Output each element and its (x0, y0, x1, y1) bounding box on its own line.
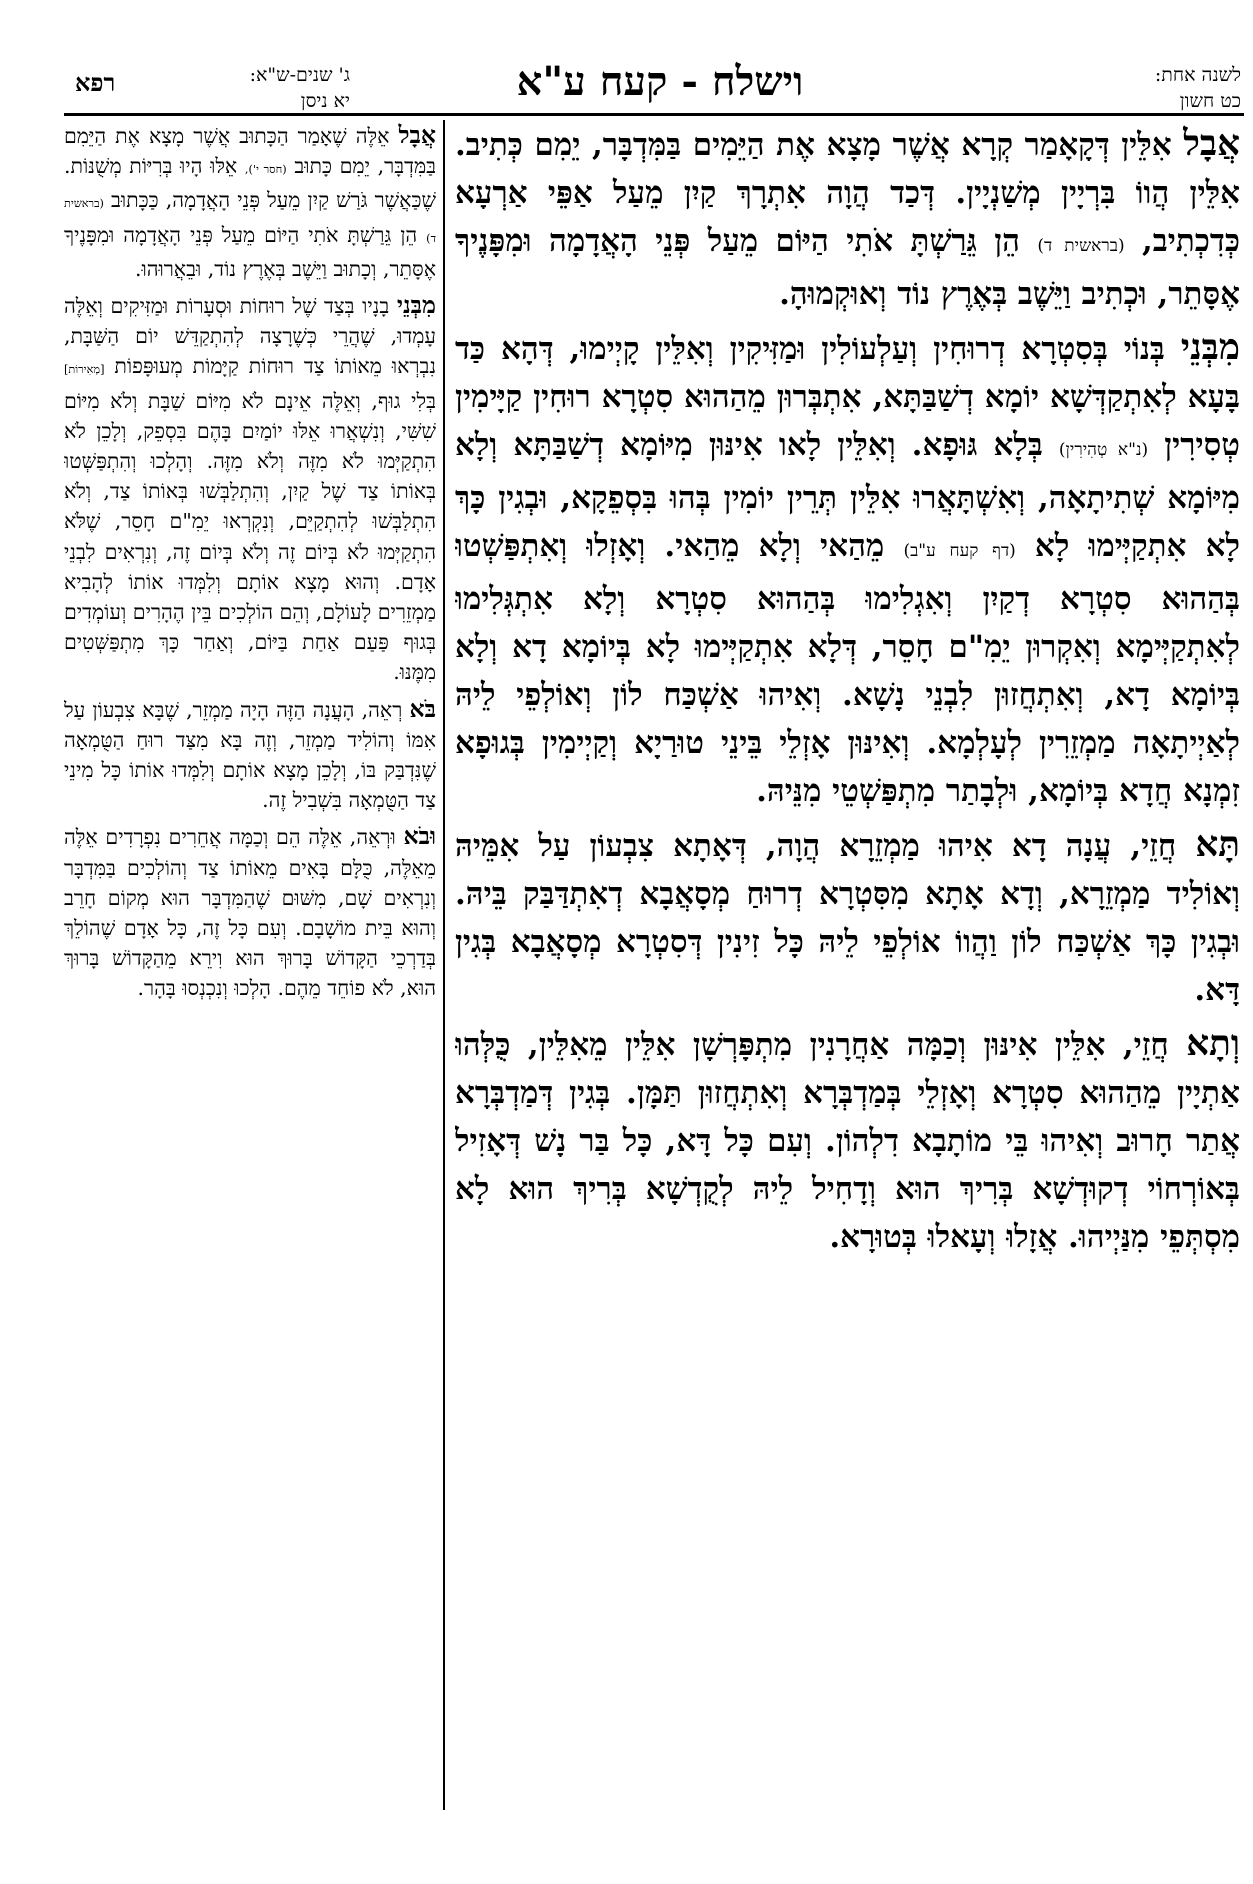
paragraph-text: חֲזֵי, אִלֵּין אִינּוּן וְכַמָּה אַחֲרָנִין מִתְפָּרְשָׁן אִלֵּין מֵאִלֵּין, כֻּלְּהוּ אַתְיָין מֵהַהוּא סִטְרָא וְאָזְלֵי בְּמַדְבְּרָא וְאִתְחֲזוּן תַּמָּן. בְּגִין דְּמַדְבְּרָא אֲתַר חָרוּב וְאִיהוּ בֵּי מוֹתָבָא דִלְהוֹן. וְעִם כָּל דָּא, כָּל בַּר נָשׁ דְּאָזִיל בְּאוֹרְחוֹי דְקוּדְשָׁא בְּרִיךְ הוּא וְדָחִיל לֵיהּ לְקֻדְשָׁא בְּרִיךְ הוּא לָא מִסְתְּפֵי מִנַּיְיהוּ. אֲזָלוּ וְעָאלוּ בְּטוּרָא. (455, 1027, 1240, 1255)
paragraph-opening-word: בֹּא (409, 694, 436, 723)
header-right-info (1061, 62, 1241, 114)
main-paragraph (455, 1020, 1240, 1261)
paragraph-opening-word: מִבְּנֵי (396, 291, 436, 320)
paragraph-opening-word: וּבֹא (403, 822, 436, 851)
page-reference: (דף קעח ע"ב) (903, 541, 1016, 561)
page-title: וישלח - קעח ע"א (516, 58, 804, 105)
paragraph-opening-word: תָּא (1195, 824, 1240, 865)
translation-column (64, 120, 436, 1820)
header-right-line1: לשנה אחת: (1154, 64, 1241, 86)
paragraph-text: וּרְאֵה, אֵלֶּה הֵם וְכַמָּה אֲחֵרִים נִפְרָדִים אֵלֶּה מֵאֵלֶּה, כֻּלָּם בָּאִים מֵאוֹתוֹ צַד וְהוֹלְכִים בַּמִּדְבָּר וְנִרְאִים שָׁם, מִשּׁוּם שֶׁהַמִּדְבָּר הוּא מְקוֹם חָרֵב וְהוּא בֵּית מוֹשָׁבָם. וְעִם כָּל זֶה, כָּל אָדָם שֶׁהוֹלֵךְ בְּדַרְכֵי הַקָּדוֹשׁ בָּרוּךְ הוּא וִירֵא מֵהַקָּדוֹשׁ בָּרוּךְ הוּא, לֹא פוֹחֵד מֵהֶם. הָלְכוּ וְנִכְנְסוּ בָּהָר. (64, 825, 436, 1001)
paragraph-text: בְּלִי גוּף, וְאֵלֶּה אֵינָם לֹא מִיּוֹם שַׁבָּת וְלֹא מִיּוֹם שִׁשִּׁי, וְנִשְׁאֲרוּ אֵלּוּ יוֹמַיִם בָּהֶם בִּסְפֵק, וְלָכֵן לֹא הִתְקַיְּמוּ לֹא מִזֶּה וְלֹא מִזֶּה. וְהָלְכוּ וְהִתְפַּשְּׁטוּ בְּאוֹתוֹ צַד שֶׁל קַיִן, וְהִתְלַבְּשׁוּ בְּאוֹתוֹ צַד, וְלֹא הִתְלַבְּשׁוּ לְהִתְקַיֵּם, וְנִקְרְאוּ יֵמִ"ם חָסֵר, שֶׁלֹּא הִתְקַיְּמוּ לֹא בְּיוֹם זֶה וְלֹא בְּיוֹם זֶה, וְנִרְאִים לִבְנֵי אָדָם. וְהוּא מָצָא אוֹתָם וְלִמְּדוּ אוֹתוֹ לְהָבִיא מַמְזֵרִים לָעוֹלָם, וְהֵם הוֹלְכִים בֵּין הֶהָרִים וְעוֹמְדִים בְּגוּף פַּעַם אַחַת בַּיּוֹם, וְאַחַר כָּךְ מִתְפַּשְּׁטִים מִמֶּנּוּ. (64, 388, 436, 685)
paragraph-text: הֵן גֵּרַשְׁתָּ אֹתִי הַיּוֹם מֵעַל פְּנֵי הָאֲדָמָה וּמִפָּנֶיךָ אֶסָּתֵר, וּכְתִיב וַיֵּשֶׁב בְּאֶרֶץ נוֹד וְאוּקְמוּהָ. (455, 223, 1240, 312)
paragraph-text: אֵלֶּה שֶׁאָמַר הַכָּתוּב אֲשֶׁר מָצָא אֶת הַיֵּמִם בַּמִּדְבָּר, יֵמִם כָּתוּב (64, 124, 436, 179)
header-right-line2: כט חשון (1179, 90, 1241, 112)
source-citation: (חסר י'), (244, 163, 287, 177)
variant-reading: [מְאִירוֹת] (64, 363, 105, 377)
header-left-line1: ג' שנים-ש"א: (249, 64, 350, 86)
paragraph-opening-word: וְתָא (1186, 1023, 1240, 1064)
column-divider (443, 120, 445, 1810)
translation-paragraph (64, 290, 436, 688)
paragraph-text: בְּלָא גּוּפָא. וְאִלֵּין לָאו אִינּוּן מִיּוֹמָא דְשַׁבַּתָּא וְלָא מִיּוֹמָא שְׁתִיתָאָה, וְאִשְׁתָּאֲרוּ אִלֵּין תְּרֵין יוֹמִין בְּהוּ בִּסְפֵקָא, וּבְגִין כָּךְ לָא אִתְקַיְּימוּ לָא (455, 427, 1240, 564)
main-paragraph (455, 821, 1240, 1014)
translation-paragraph (64, 120, 436, 284)
paragraph-text: אִלֵּין דְּקָאָמַר קְרָא אֲשֶׁר מָצָא אֶת הַיֵּמִים בַּמִּדְבָּר, יֵמִם כְּתִיב. אִלֵּין הֲווֹ בִּרְיָין מְשַׁנְיָין. דְּכַד הֲוָה אִתְרָךְ קַיִן מֵעַל אַפֵּי אַרְעָא כְּדִכְתִיב, (455, 127, 1240, 259)
page-number-label: רפא (75, 68, 116, 97)
translation-paragraph (64, 694, 436, 816)
main-paragraph (455, 324, 1240, 815)
main-text-column (455, 120, 1240, 1820)
paragraph-text: הֵן גֵּרַשְׁתָּ אֹתִי הַיּוֹם מֵעַל פְּנֵי הָאֲדָמָה וּמִפָּנֶיךָ אֶסָּתֵר, וְכָתוּב וַיֵּשֶׁב בְּאֶרֶץ נוֹד, וּבֵאֲרוּהוּ. (64, 222, 436, 281)
source-citation: (בראשית ד) (64, 197, 436, 245)
header-divider (64, 113, 1244, 116)
paragraph-opening-word: אֲבָל (398, 121, 436, 149)
source-citation: (נ"א טְהִירִין) (1058, 440, 1149, 460)
paragraph-opening-word: מִבְּנֵי (1180, 327, 1240, 368)
paragraph-text: בְּנוֹי בְּסִטְרָא דְרוּחִין וְעַלְעוֹלִין וּמַזִּיקִין וְאִלֵּין קָיְימוּ, דְּהָא כַּד בָּעָא לְאִתְקַדְּשָׁא יוֹמָא דְשַׁבַּתָּא, אִתְבְּרוּן מֵהַהוּא סִטְרָא רוּחִין קַיָּימִין טְסִירִין (455, 331, 1240, 463)
paragraph-text: רְאֵה, הָעֲנָה הַזֶּה הָיָה מַמְזֵר, שֶׁבָּא צִבְעוֹן עַל אִמּוֹ וְהוֹלִיד מַמְזֵר, וְזֶה בָּא מִצַּד רוּחַ הַטֻּמְאָה שֶׁנִּדְבַּק בּוֹ, וְלָכֵן מָצָא אוֹתָם וְלִמְּדוּ אוֹתוֹ כָּל מִינֵי צַד הַטֻּמְאָה בִּשְׁבִיל זֶה. (64, 697, 436, 813)
source-citation: (בראשית ד) (1037, 236, 1125, 256)
translation-paragraph (64, 821, 436, 1003)
header-left-info (150, 62, 350, 114)
paragraph-opening-word: אֲבָל (1183, 123, 1240, 164)
paragraph-text: בָנָיו בְּצַד שֶׁל רוּחוֹת וּסְעָרוֹת וּמַזִּיקִים וְאֵלֶּה עָמְדוּ, שֶׁהֲרֵי כְּשֶׁרָצָה לְהִתְקַדֵּשׁ יוֹם הַשַּׁבָּת, נִבְרְאוּ מֵאוֹתוֹ צַד רוּחוֹת קַיָּמוֹת מְעוּפָּפוֹת (64, 294, 436, 379)
main-paragraph (455, 120, 1240, 318)
paragraph-text: אֵלּוּ הָיוּ בְּרִיּוֹת מְשֻׁנּוֹת. שֶׁכַּאֲשֶׁר גֹּרַשׁ קַיִן מֵעַל פְּנֵי הָאֲדָמָה, כַּכָּתוּב (64, 154, 436, 213)
paragraph-text: חֲזֵי, עֲנָה דָא אִיהוּ מַמְזֵרָא הֲוָה, דְּאָתָא צִבְעוֹן עַל אִמֵּיהּ וְאוֹלִיד מַמְזֵרָא, וְדָא אָתָא מִסִּטְרָא דְרוּחַ מְסָאֲבָא דְאִתְדַּבַּק בֵּיהּ. וּבְגִין כָּךְ אַשְׁכַּח לוֹן וַהֲווֹ אוֹלְפֵי לֵיהּ כָּל זִינִין דְּסִטְרָא מְסָאֲבָא בְּגִין דָּא. (455, 828, 1240, 1008)
header-left-line2: יא ניסן (300, 90, 350, 112)
paragraph-text: מֵהַאי וְלָא מֵהַאי. וְאָזְלוּ וְאִתְפַּשְׁטוּ בְּהַהוּא סִטְרָא דְקַיִן וְאִגְלִימוּ בְּהַהוּא סִטְרָא וְלָא אִתְגְּלִימוּ לְאִתְקַיְּימָא וְאִקְרוּן יֵמִ"ם חָסֵר, דְּלָא אִתְקַיְּימוּ לָא בְּיוֹמָא דָא וְלָא בְּיוֹמָא דָא, וְאִתְחֲזוּן לִבְנֵי נָשָׁא. וְאִיהוּ אַשְׁכַּח לוֹן וְאוֹלְפֵי לֵיהּ לְאַיְיתָאָה מַמְזֵרִין לְעָלְמָא. וְאִינּוּן אָזְלֵי בֵּינֵי טוּרַיָא וְקַיְימִין בְּגוּפָא זִמְנָא חֲדָא בְּיוֹמָא, וּלְבָתַר מִתְפַּשְׁטֵי מִנֵּיהּ. (455, 528, 1240, 809)
